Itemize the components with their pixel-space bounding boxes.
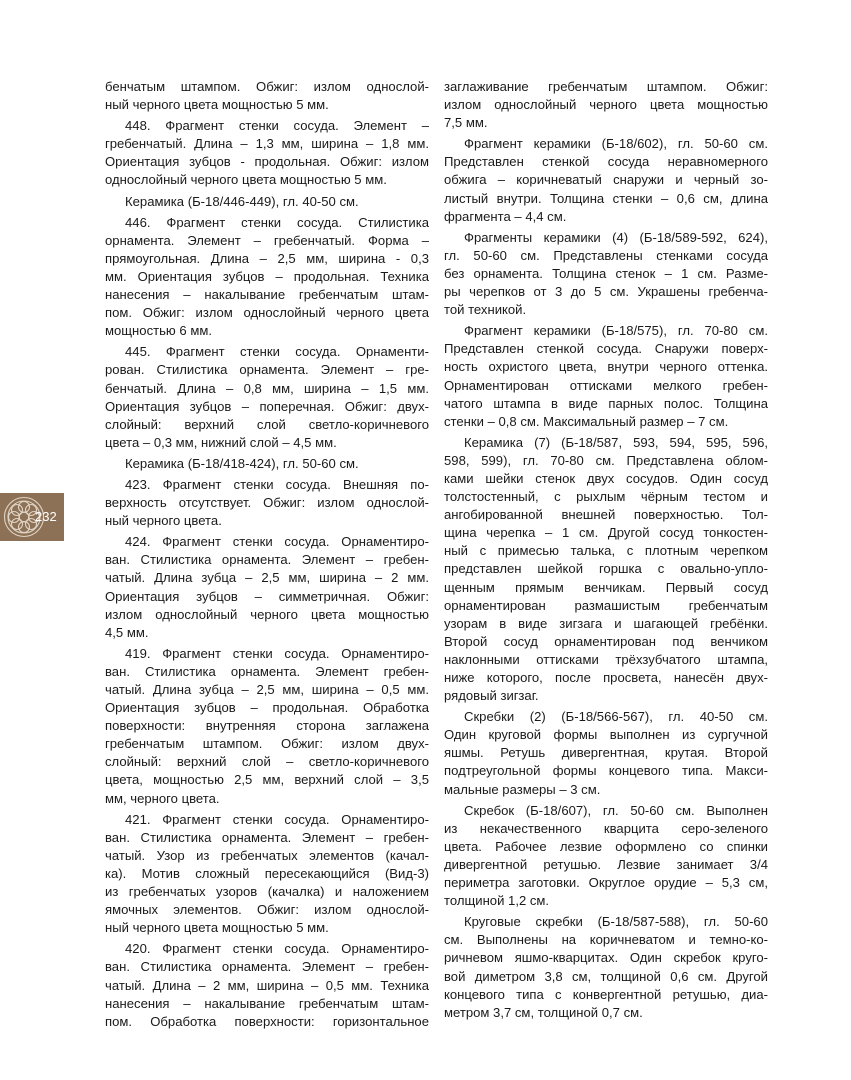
text-line: чатый. Длина зубца – 2,5 мм, ширина – 2 мм. [105,570,429,586]
text-line: гл. 50-60 см. Представлены стенками сосуда [444,247,768,263]
text-line: нанесения – накалывание гребенчатым штам- [105,995,429,1011]
text-line: ван. Стилистика орнамента. Элемент – гребен- [105,829,429,845]
text-line: прямоугольная. Длина – 2,5 мм, ширина - 0,3 [105,250,429,266]
text-line: ямочных элементов. Обжиг: излом однослой- [105,902,429,918]
text-line: 448. Фрагмент стенки сосуда. Элемент – [125,118,429,134]
page-number: 232 [35,509,57,524]
text-line: 419. Фрагмент стенки сосуда. Орнаментиро- [125,645,429,661]
text-line: бенчатым штампом. Обжиг: излом однослой- [105,79,429,94]
text-line: мальные размеры – 3 см. [444,781,601,797]
text-line: 445. Фрагмент стенки сосуда. Орнаменти- [125,344,429,360]
text-line: листый внутри. Толщина стенки – 0,6 см, длина [444,190,768,206]
text-line: мм. Ориентация зубцов – продольная. Техника [105,268,429,284]
text-line: без орнамента. Толщина стенок – 1 см. Разме- [444,265,768,281]
text-line: метром 3,7 см, толщиной 0,7 см. [444,1004,643,1020]
text-line: мощностью 6 мм. [105,323,212,339]
text-line: ный с примесью талька, с плотным черепком [444,543,768,559]
text-line: мм, черного цвета. [105,790,220,806]
text-line: 424. Фрагмент стенки сосуда. Орнаментиро- [125,534,429,550]
text-line: цвета, мощностью 2,5 мм, верхний слой – 3,5 [105,772,429,788]
text-line: Керамика (Б-18/418-424), гл. 50-60 см. [125,455,359,471]
text-line: фрагмента – 4,4 см. [444,208,567,224]
text-line: Один круговой формы выполнен из сургучной [444,727,768,743]
text-line: цвета – 0,3 мм, нижний слой – 4,5 мм. [105,434,337,450]
text-line: периметра заготовки. Округлое орудие – 5,3 см, [444,875,768,891]
text-line: гребенчатый. Длина – 1,3 мм, ширина – 1,8 мм. [105,136,429,152]
text-line: ный черного цвета мощностью 5 мм. [105,97,329,113]
text-line: излом однослойный черного цвета мощностью [444,97,768,113]
text-line: стенки – 0,8 см. Максимальный размер – 7 см. [444,413,729,429]
text-line: Ориентация зубцов – поперечная. Обжиг: двух- [105,398,429,414]
text-line: поверхности: внутренняя сторона заглажена [105,718,429,734]
text-line: заглаживание гребенчатым штампом. Обжиг: [444,79,768,94]
text-line: ный черного цвета. [105,513,222,529]
text-line: из гребенчатых узоров (качалка) и наложением [105,884,429,900]
text-line: верхность отсутствует. Обжиг: излом однослой- [105,495,429,511]
text-line: наклонными оттисками трёхзубчатого штампа, [444,651,768,667]
text-line: 423. Фрагмент стенки сосуда. Внешняя по- [125,476,429,492]
text-line: пом. Обработка поверхности: горизонтальное [105,1013,429,1029]
text-line: рядовый зигзаг. [444,688,539,704]
text-line: представлен шейкой горшка с овально-упло- [444,561,768,577]
text-line: Скребки (2) (Б-18/566-567), гл. 40-50 см. [464,709,768,725]
text-line: Круговые скребки (Б-18/587-588), гл. 50-60 [464,914,768,930]
text-line: Ориентация зубцов – симметричная. Обжиг: [105,588,429,604]
text-line: слойный: верхний слой светло-коричневого [105,416,429,432]
text-line: щина черепка – 1 см. Другой сосуд тонкостен- [444,525,768,541]
text-line: ван. Стилистика орнамента. Элемент – гребен- [105,552,429,568]
text-line: дивергентной ретушью. Лезвие занимает 3/4 [444,856,768,872]
text-line: ками шейки стенок двух сосудов. Один сосуд [444,470,768,486]
text-line: ван. Стилистика орнамента. Элемент гребен- [105,663,429,679]
text-line: чатого штампа в виде парных полос. Толщина [444,395,768,411]
text-line: пом. Обжиг: излом однослойный черного цвета [105,305,429,321]
text-line: ры черепков от 3 до 5 см. Украшены гребенча- [444,284,768,300]
text-line: Керамика (Б-18/446-449), гл. 40-50 см. [125,193,359,209]
text-line: обжига – коричневатый снаружи и черный зо- [444,172,768,188]
text-line: рован. Стилистика орнамента. Элемент – гре- [105,362,429,378]
text-line: Скребок (Б-18/607), гл. 50-60 см. Выполнен [464,802,768,818]
text-line: 4,5 мм. [105,624,149,640]
text-line: 598, 599), гл. 70-80 см. Представлена облом- [444,452,768,468]
text-line: орнамента. Элемент – гребенчатый. Форма – [105,232,429,248]
text-line: ричневом яшмо-кварцитах. Один скребок круго- [444,950,768,966]
text-line: толстостенный, с рыхлым чёрным тестом и [444,489,768,505]
text-line: 446. Фрагмент стенки сосуда. Стилистика [125,214,429,230]
text-line: подтреугольной формы концевого типа. Макси- [444,763,768,779]
text-line: концевого типа с конвергентной ретушью, диа- [444,986,768,1002]
text-line: чатый. Узор из гребенчатых элементов (качал- [105,847,429,863]
text-line: Фрагмент керамики (Б-18/602), гл. 50-60 см. [464,136,768,152]
text-line: ниже которого, после просвета, нанесён двух- [444,670,768,685]
text-line: см. Выполнены на коричневатом и темно-ко- [444,932,768,948]
text-line: Ориентация зубцов - продольная. Обжиг: излом [105,154,429,170]
text-line: ка). Мотив сложный пересекающийся (Вид-3) [105,865,429,881]
text-line: той техникой. [444,302,527,318]
right-text-column [444,78,768,1022]
text-line: однослойный черного цвета мощностью 5 мм. [105,172,387,188]
text-line: 7,5 мм. [444,115,488,131]
text-line: Керамика (7) (Б-18/587, 593, 594, 595, 596, [464,434,768,450]
text-line: ван. Стилистика орнамента. Элемент – гребен- [105,959,429,975]
text-line: из некачественного кварцита серо-зеленого [444,820,768,836]
text-line: цвета. Рабочее лезвие оформлено со спинки [444,838,768,854]
text-line: Второй сосуд орнаментирован под венчиком [444,633,768,649]
text-line: Представлен стенкой сосуда неравномерного [444,154,768,170]
left-text-column [105,78,429,1031]
text-line: орнаментирован размашистым гребенчатым [444,597,768,613]
text-line: Ориентация зубцов – продольная. Обработка [105,700,429,716]
text-line: щенным прямым венчикам. Первый сосуд [444,579,768,595]
text-line: ность охристого цвета, внутри черного оттенка. [444,359,768,375]
text-line: слойный: верхний слой – светло-коричневого [105,754,429,770]
page-number-tab [0,493,64,541]
text-line: гребенчатым штампом. Обжиг: излом двух- [105,736,429,752]
text-line: толщиной 1,2 см. [444,893,550,909]
text-line: 420. Фрагмент стенки сосуда. Орнаментиро- [125,941,429,957]
text-line: 421. Фрагмент стенки сосуда. Орнаментиро- [125,811,429,827]
text-line: узорам в виде зигзага и шагающей гребёнки. [444,615,768,631]
text-line: нанесения – накалывание гребенчатым штам- [105,287,429,303]
text-line: вой диметром 3,8 см, толщиной 0,6 см. Другой [444,968,768,984]
text-line: Фрагменты керамики (4) (Б-18/589-592, 624), [464,229,768,245]
text-line: чатый. Длина – 2 мм, ширина – 0,5 мм. Техника [105,977,429,993]
text-line: Представлен стенкой сосуда. Снаружи поверх- [444,341,768,357]
text-line: чатый. Длина зубца – 2,5 мм, ширина – 0,5 мм. [105,682,429,697]
text-line: Орнаментирован оттисками мелкого гребен- [444,377,768,393]
text-line: Фрагмент керамики (Б-18/575), гл. 70-80 см. [464,323,768,339]
text-line: бенчатый. Длина – 0,8 мм, ширина – 1,5 мм. [105,380,429,396]
text-line: яшмы. Ретушь дивергентная, крутая. Второй [444,745,768,761]
text-line: ангобированной внешней поверхностью. Тол- [444,507,768,523]
text-line: излом однослойный черного цвета мощностью [105,606,429,622]
text-line: ный черного цвета мощностью 5 мм. [105,920,329,936]
